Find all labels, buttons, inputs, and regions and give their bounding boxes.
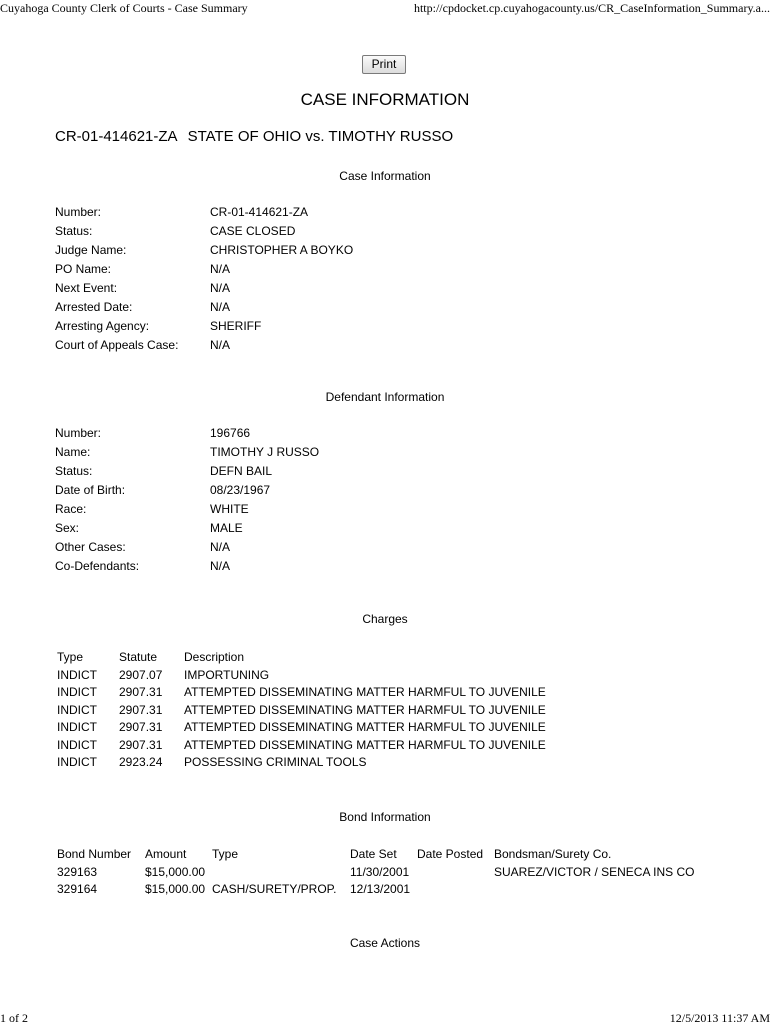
table-cell: 329164 bbox=[57, 882, 98, 896]
field-value: N/A bbox=[210, 338, 231, 352]
table-cell: CASH/SURETY/PROP. bbox=[212, 882, 337, 896]
bond-table bbox=[57, 846, 694, 899]
column-header: Date Set bbox=[350, 847, 397, 861]
table-cell: ATTEMPTED DISSEMINATING MATTER HARMFUL TO JUVENILE bbox=[184, 720, 546, 734]
print-header-url: http://cpdocket.cp.cuyahogacounty.us/CR_CaseInformation_Summary.a... bbox=[413, 1, 770, 15]
print-footer-timestamp: 12/5/2013 11:37 AM bbox=[669, 1011, 770, 1025]
table-cell bbox=[417, 864, 494, 882]
case-information-list bbox=[55, 203, 353, 355]
case-info-row bbox=[55, 241, 353, 260]
case-number: CR-01-414621-ZA bbox=[55, 128, 178, 145]
column-header: Statute bbox=[119, 650, 158, 664]
print-button[interactable]: Print bbox=[362, 55, 406, 74]
field-label: Number: bbox=[55, 426, 102, 440]
table-cell: INDICT bbox=[57, 685, 97, 699]
table-cell: ATTEMPTED DISSEMINATING MATTER HARMFUL TO JUVENILE bbox=[184, 702, 546, 717]
table-cell bbox=[212, 864, 350, 882]
case-info-row bbox=[55, 222, 353, 241]
field-label: Number: bbox=[55, 205, 102, 219]
table-cell: INDICT bbox=[57, 755, 97, 769]
field-value: N/A bbox=[210, 300, 231, 314]
table-cell: INDICT bbox=[57, 720, 97, 734]
field-label: Court of Appeals Case: bbox=[55, 338, 179, 352]
field-value: N/A bbox=[210, 559, 231, 573]
print-header-title: Cuyahoga County Clerk of Courts - Case Summary bbox=[0, 1, 248, 15]
defendant-info-row bbox=[55, 462, 319, 481]
table-cell: 2907.31 bbox=[119, 720, 163, 734]
case-info-row bbox=[55, 279, 353, 298]
column-header: Bond Number bbox=[57, 847, 132, 861]
field-value: MALE bbox=[210, 521, 243, 535]
field-label: Judge Name: bbox=[55, 243, 127, 257]
table-row bbox=[57, 667, 546, 685]
defendant-info-row bbox=[55, 443, 319, 462]
table-cell: SUAREZ/VICTOR / SENECA INS CO bbox=[494, 864, 695, 879]
field-value: WHITE bbox=[210, 502, 249, 516]
defendant-info-row bbox=[55, 424, 319, 443]
case-caption: STATE OF OHIO vs. TIMOTHY RUSSO bbox=[187, 128, 454, 145]
field-value: 196766 bbox=[210, 426, 251, 440]
field-value: N/A bbox=[210, 281, 231, 295]
table-cell bbox=[494, 881, 694, 899]
table-cell: IMPORTUNING bbox=[184, 667, 270, 682]
field-label: Name: bbox=[55, 445, 91, 459]
table-cell: INDICT bbox=[57, 702, 97, 717]
field-label: Sex: bbox=[55, 521, 80, 535]
defendant-info-row bbox=[55, 557, 319, 576]
charges-header-row bbox=[57, 649, 546, 667]
field-label: Arresting Agency: bbox=[55, 319, 150, 333]
field-value: CR-01-414621-ZA bbox=[210, 205, 309, 219]
defendant-information-heading: Defendant Information bbox=[325, 390, 445, 404]
table-row bbox=[57, 684, 546, 702]
table-row bbox=[57, 737, 546, 755]
case-info-row bbox=[55, 336, 353, 355]
table-row bbox=[57, 864, 694, 882]
table-row bbox=[57, 754, 546, 772]
field-label: Race: bbox=[55, 502, 87, 516]
table-cell: 2923.24 bbox=[119, 755, 163, 769]
column-header: Amount bbox=[145, 847, 187, 861]
column-header: Type bbox=[57, 650, 84, 664]
table-cell: 2907.31 bbox=[119, 685, 163, 699]
defendant-info-row bbox=[55, 481, 319, 500]
field-label: Next Event: bbox=[55, 281, 118, 295]
case-information-heading: Case Information bbox=[339, 169, 431, 183]
defendant-info-row bbox=[55, 538, 319, 557]
field-value: 08/23/1967 bbox=[210, 483, 271, 497]
case-info-row bbox=[55, 203, 353, 222]
defendant-info-row bbox=[55, 519, 319, 538]
charges-heading: Charges bbox=[362, 612, 408, 626]
defendant-info-row bbox=[55, 500, 319, 519]
field-label: Co-Defendants: bbox=[55, 559, 140, 573]
field-label: Arrested Date: bbox=[55, 300, 133, 314]
field-label: Other Cases: bbox=[55, 540, 126, 554]
table-row bbox=[57, 702, 546, 720]
defendant-information-list bbox=[55, 424, 319, 576]
column-header: Description bbox=[184, 650, 245, 664]
table-cell: 329163 bbox=[57, 864, 98, 879]
table-cell: $15,000.00 bbox=[145, 864, 206, 879]
field-label: Status: bbox=[55, 224, 93, 238]
field-value: SHERIFF bbox=[210, 319, 262, 333]
field-value: CASE CLOSED bbox=[210, 224, 296, 238]
table-cell: 12/13/2001 bbox=[350, 882, 411, 896]
table-cell: 2907.07 bbox=[119, 667, 163, 682]
table-cell: $15,000.00 bbox=[145, 882, 206, 896]
field-value: N/A bbox=[210, 540, 231, 554]
column-header: Bondsman/Surety Co. bbox=[494, 847, 612, 861]
table-cell: INDICT bbox=[57, 667, 97, 682]
field-label: Status: bbox=[55, 464, 93, 478]
column-header: Date Posted bbox=[417, 847, 484, 861]
case-info-row bbox=[55, 317, 353, 336]
table-row bbox=[57, 881, 694, 899]
field-value: N/A bbox=[210, 262, 231, 276]
table-cell: INDICT bbox=[57, 737, 97, 752]
field-value: CHRISTOPHER A BOYKO bbox=[210, 243, 354, 257]
bond-information-heading: Bond Information bbox=[339, 810, 431, 824]
field-label: Date of Birth: bbox=[55, 483, 126, 497]
case-actions-heading: Case Actions bbox=[349, 936, 421, 950]
column-header: Type bbox=[212, 847, 239, 861]
case-info-row bbox=[55, 260, 353, 279]
case-info-row bbox=[55, 298, 353, 317]
field-value: TIMOTHY J RUSSO bbox=[210, 445, 320, 459]
field-value: DEFN BAIL bbox=[210, 464, 273, 478]
table-cell: 2907.31 bbox=[119, 737, 163, 752]
table-cell bbox=[417, 881, 494, 899]
bond-header-row bbox=[57, 846, 694, 864]
table-cell: POSSESSING CRIMINAL TOOLS bbox=[184, 755, 367, 769]
case-caption-line bbox=[55, 128, 453, 145]
table-row bbox=[57, 719, 546, 737]
charges-table bbox=[57, 649, 546, 772]
table-cell: ATTEMPTED DISSEMINATING MATTER HARMFUL TO JUVENILE bbox=[184, 737, 546, 752]
table-cell: ATTEMPTED DISSEMINATING MATTER HARMFUL TO JUVENILE bbox=[184, 685, 546, 699]
table-cell: 11/30/2001 bbox=[350, 864, 410, 879]
page-title: CASE INFORMATION bbox=[300, 90, 470, 109]
print-footer-page-number: 1 of 2 bbox=[0, 1011, 28, 1025]
table-cell: 2907.31 bbox=[119, 702, 163, 717]
field-label: PO Name: bbox=[55, 262, 112, 276]
